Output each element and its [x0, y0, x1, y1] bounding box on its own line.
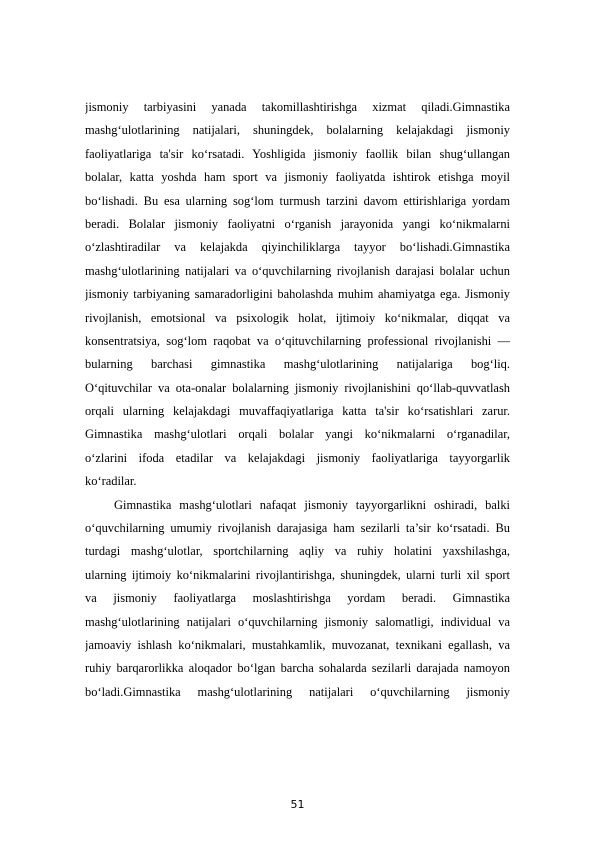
text-line: jismoniy tarbiyasini yanada takomillashtirishga xizmat qiladi.Gimnastika — [85, 100, 510, 114]
text-line: O‘qituvchilar va ota-onalar bolalarning jismoniy rivojlanishini qo‘llab-quvvatlash — [85, 380, 510, 395]
text-line: orqali ularning kelajakdagi muvaffaqiyatlariga katta ta'sir ko‘rsatishlari zarur. — [85, 404, 510, 419]
text-line: bolalar, katta yoshda ham sport va jismoniy faoliyatda ishtirok etishga moyil — [85, 170, 510, 185]
text-line: beradi. Bolalar jismoniy faoliyatni o‘rganish jarayonida yangi ko‘nikmalarni — [85, 216, 510, 231]
text-line: mashg‘ulotlarining natijalari, shuningdek, bolalarning kelajakdagi jismoniy — [85, 123, 510, 138]
text-line: konsentratsiya, sog‘lom raqobat va o‘qituvchilarning professional rivojlanishi — — [85, 333, 510, 348]
text-line: mashg‘ulotlarining natijalari va o‘quvchilarning rivojlanish darajasi bolalar uchun — [85, 263, 510, 278]
text-line: jamoaviy ishlash ko‘nikmalari, mustahkamlik, muvozanat, texnikani egallash, va — [85, 637, 510, 652]
text-line: Gimnastika mashg‘ulotlari nafaqat jismoniy tayyorgarlikni oshiradi, balki — [114, 497, 510, 512]
page-number: 51 — [290, 798, 305, 811]
text-line: ko‘radilar. — [85, 474, 137, 489]
text-line: faoliyatlariga ta'sir ko‘rsatadi. Yoshligida jismoniy faollik bilan shug‘ullangan — [85, 146, 510, 161]
text-line: turdagi mashg‘ulotlar, sportchilarning aqliy va ruhiy holatini yaxshilashga, — [85, 544, 510, 559]
text-line: o‘zlarini ifoda etadilar va kelajakdagi jismoniy faoliyatlariga tayyorgarlik — [85, 450, 510, 465]
paragraph-1 — [85, 96, 510, 494]
text-line: o‘zlashtiradilar va kelajakda qiyinchiliklarga tayyor bo‘lishadi.Gimnastika — [85, 240, 510, 255]
text-line: va jismoniy faoliyatlarga moslashtirishga yordam beradi. Gimnastika — [85, 591, 510, 606]
text-line: o‘quvchilarning umumiy rivojlanish darajasiga ham sezilarli ta’sir ko‘rsatadi. Bu — [85, 521, 510, 536]
text-line: bo‘lishadi. Bu esa ularning sog‘lom turmush tarzini davom ettirishlariga yordam — [85, 193, 510, 208]
paragraph-2 — [85, 494, 510, 705]
text-line: bo‘ladi.Gimnastika mashg‘ulotlarining natijalari o‘quvchilarning jismoniy — [85, 684, 510, 699]
text-line: rivojlanish, emotsional va psixologik holat, ijtimoiy ko‘nikmalar, diqqat va — [85, 310, 510, 325]
text-line: ularning ijtimoiy ko‘nikmalarini rivojlantirishga, shuningdek, ularni turli xil sport — [85, 567, 510, 582]
body-text — [85, 96, 510, 704]
text-line: ruhiy barqarorlikka aloqador bo‘lgan barcha sohalarda sezilarli darajada namoyon — [85, 661, 510, 676]
text-line: bularning barchasi gimnastika mashg‘ulotlarining natijalariga bog‘liq. — [85, 357, 510, 372]
text-line: mashg‘ulotlarining natijalari o‘quvchilarning jismoniy salomatligi, individual va — [85, 614, 510, 629]
text-line: Gimnastika mashg‘ulotlari orqali bolalar yangi ko‘nikmalarni o‘rganadilar, — [85, 427, 510, 442]
text-line: jismoniy tarbiyaning samaradorligini baholashda muhim ahamiyatga ega. Jismoniy — [85, 287, 510, 302]
